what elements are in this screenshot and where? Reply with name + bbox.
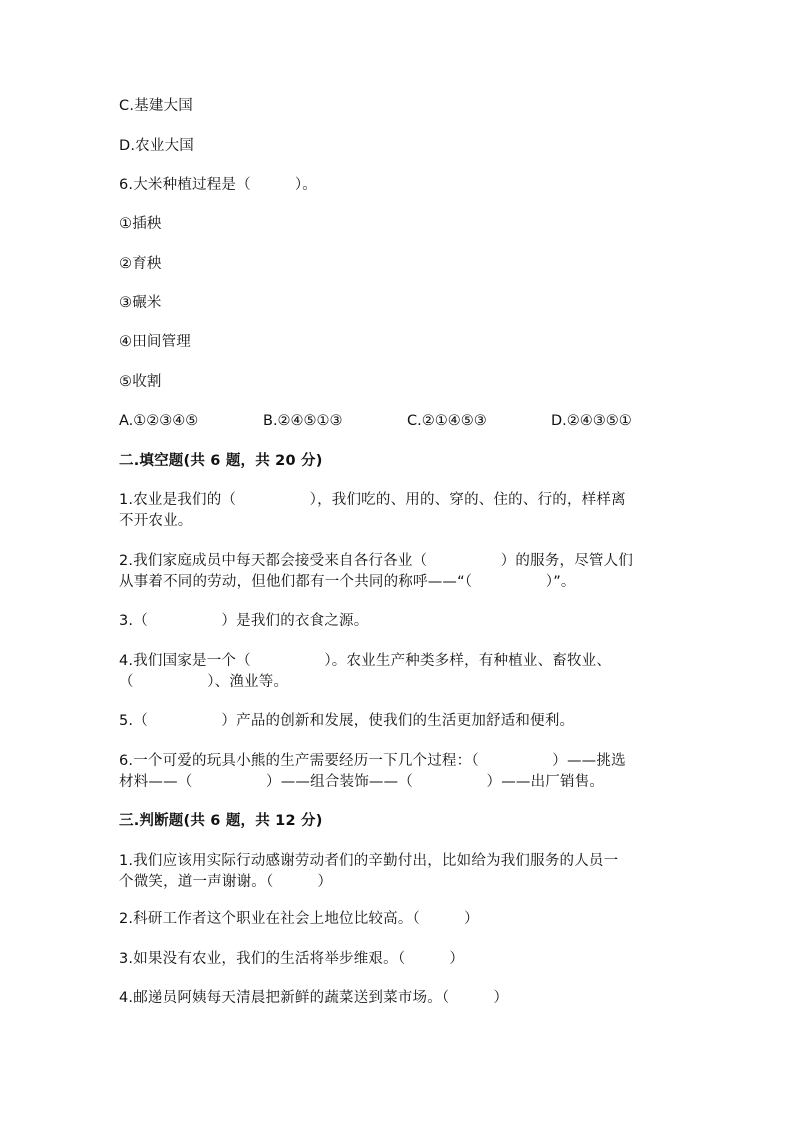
choice-d: D.②④③⑤① — [551, 413, 632, 429]
fill-q2-line2: 从事着不同的劳动，但他们都有一个共同的称呼——“（ ）”。 — [119, 574, 576, 590]
section-2-title: 二.填空题(共 6 题，共 20 分) — [119, 453, 323, 469]
step-1: ①插秧 — [119, 216, 162, 232]
fill-q1-line2: 不开农业。 — [119, 513, 193, 529]
step-2: ②育秧 — [119, 256, 162, 272]
choice-a: A.①②③④⑤ — [119, 413, 199, 429]
fill-q6-line1: 6.一个可爱的玩具小熊的生产需要经历一下几个过程：（ ）——挑选 — [119, 753, 626, 769]
step-3: ③碾米 — [119, 295, 162, 311]
judge-q1-line2: 个微笑，道一声谢谢。（ ） — [119, 874, 333, 890]
option-d: D.农业大国 — [119, 138, 194, 154]
step-4: ④田间管理 — [119, 334, 191, 350]
section-3-title: 三.判断题(共 6 题，共 12 分) — [119, 813, 323, 829]
judge-q3: 3.如果没有农业，我们的生活将举步维艰。（ ） — [119, 951, 465, 967]
judge-q2: 2.科研工作者这个职业在社会上地位比较高。（ ） — [119, 911, 479, 927]
fill-q4-line2: （ ）、渔业等。 — [119, 674, 289, 690]
judge-q1-line1: 1.我们应该用实际行动感谢劳动者们的辛勤付出，比如给为我们服务的人员一 — [119, 853, 619, 869]
question-6-stem: 6.大米种植过程是（ ）。 — [119, 177, 318, 193]
option-c: C.基建大国 — [119, 98, 193, 114]
fill-q4-line1: 4.我们国家是一个（ ）。农业生产种类多样，有种植业、畜牧业、 — [119, 653, 612, 669]
judge-q4: 4.邮递员阿姨每天清晨把新鲜的蔬菜送到菜市场。（ ） — [119, 990, 509, 1006]
choice-b: B.②④⑤①③ — [263, 413, 343, 429]
fill-q2-line1: 2.我们家庭成员中每天都会接受来自各行各业（ ）的服务，尽管人们 — [119, 553, 634, 569]
fill-q1-line1: 1.农业是我们的（ ），我们吃的、用的、穿的、住的、行的，样样离 — [119, 492, 626, 508]
fill-q3: 3.（ ）是我们的衣食之源。 — [119, 613, 369, 629]
choice-c: C.②①④⑤③ — [407, 413, 487, 429]
step-5: ⑤收割 — [119, 374, 162, 390]
fill-q6-line2: 材料——（ ）——组合装饰——（ ）——出厂销售。 — [119, 774, 605, 790]
fill-q5: 5.（ ）产品的创新和发展，使我们的生活更加舒适和便利。 — [119, 713, 575, 729]
